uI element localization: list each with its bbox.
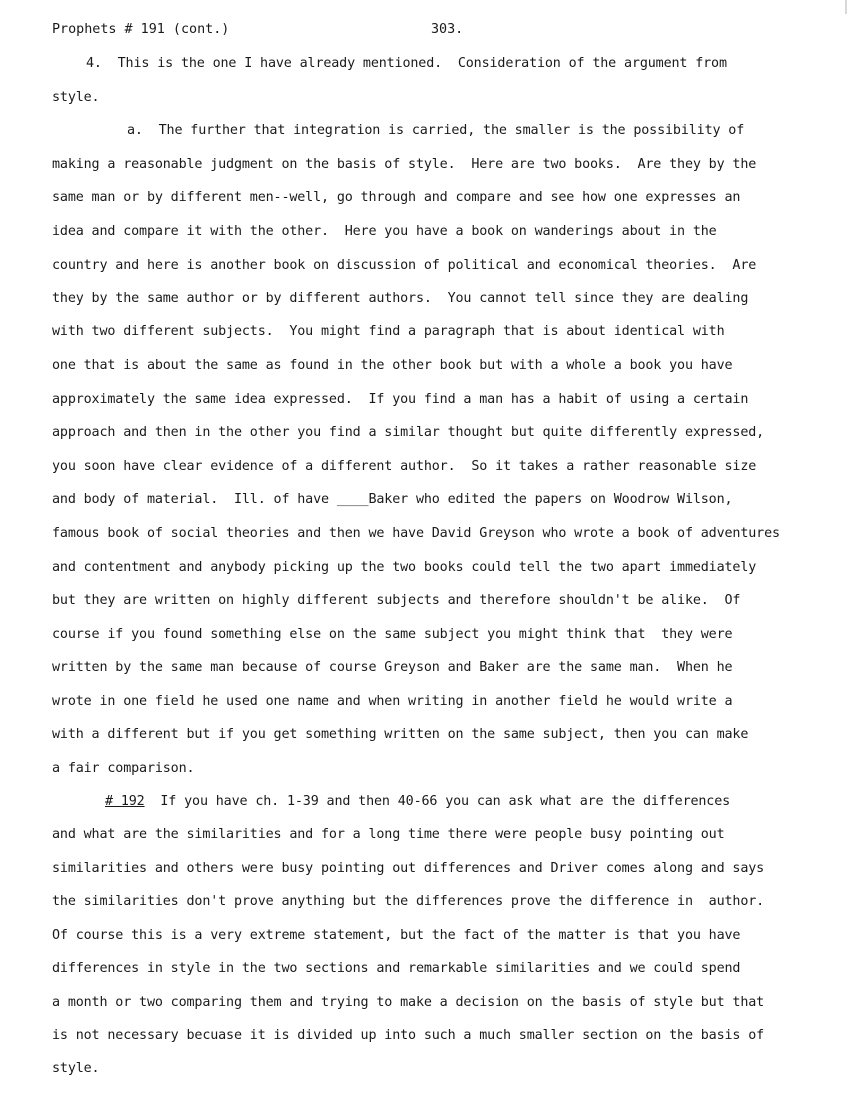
text-line: making a reasonable judgment on the basis of style. Here are two books. Are they by the (52, 157, 757, 172)
text-line: Of course this is a very extreme statement, but the fact of the matter is that you have (52, 928, 741, 943)
text-line: famous book of social theories and then we have David Greyson who wrote a book of adventures (52, 526, 780, 541)
text-line: approach and then in the other you find a similar thought but quite differently expressed, (52, 425, 765, 440)
text-line: idea and compare it with the other. Here you have a book on wanderings about in the (52, 224, 717, 239)
text-line: they by the same author or by different authors. You cannot tell since they are dealing (52, 291, 749, 306)
text-line: with a different but if you get something written on the same subject, then you can make (52, 727, 749, 742)
text-line: style. (52, 1061, 100, 1076)
running-title: Prophets # 191 (cont.) (52, 22, 230, 37)
text-line: with two different subjects. You might find a paragraph that is about identical with (52, 324, 725, 339)
text-line: wrote in one field he used one name and when writing in another field he would write a (52, 694, 733, 709)
text-line: approximately the same idea expressed. If you find a man has a habit of using a certain (52, 392, 749, 407)
text-line: the similarities don't prove anything but the differences prove the difference in author. (52, 894, 765, 909)
text-line: one that is about the same as found in the other book but with a whole a book you have (52, 358, 733, 373)
text-line: same man or by different men--well, go through and compare and see how one expresses an (52, 190, 741, 205)
text-line: similarities and others were busy pointing out differences and Driver comes along and says (52, 861, 765, 876)
text-line: and what are the similarities and for a long time there were people busy pointing out (52, 827, 725, 842)
text-line: written by the same man because of course Greyson and Baker are the same man. When he (52, 660, 733, 675)
text-line: and contentment and anybody picking up the two books could tell the two apart immediately (52, 560, 757, 575)
text-line: a month or two comparing them and trying to make a decision on the basis of style but that (52, 995, 765, 1010)
section-paragraph-first-line (105, 794, 730, 810)
text-line: 4. This is the one I have already mentioned. Consideration of the argument from (86, 56, 727, 71)
text-line: style. (52, 90, 100, 105)
text-line: and body of material. Ill. of have ____Baker who edited the papers on Woodrow Wilson, (52, 492, 733, 507)
text-line: course if you found something else on the same subject you might think that they were (52, 627, 733, 642)
text-line: country and here is another book on discussion of political and economical theories. Are (52, 258, 757, 273)
text-line: a fair comparison. (52, 761, 195, 776)
text-line: but they are written on highly different subjects and therefore shouldn't be alike. Of (52, 593, 741, 608)
text-line: If you have ch. 1-39 and then 40-66 you can ask what are the differences (144, 794, 731, 809)
text-line: differences in style in the two sections and remarkable similarities and we could spend (52, 961, 741, 976)
scan-edge-mark (845, 0, 847, 14)
text-line: you soon have clear evidence of a different author. So it takes a rather reasonable size (52, 459, 757, 474)
text-line: a. The further that integration is carried, the smaller is the possibility of (127, 123, 745, 138)
text-line: is not necessary becuase it is divided up into such a much smaller section on the basis of (52, 1028, 765, 1043)
page-number: 303. (431, 22, 464, 37)
section-reference: # 192 (105, 794, 145, 809)
